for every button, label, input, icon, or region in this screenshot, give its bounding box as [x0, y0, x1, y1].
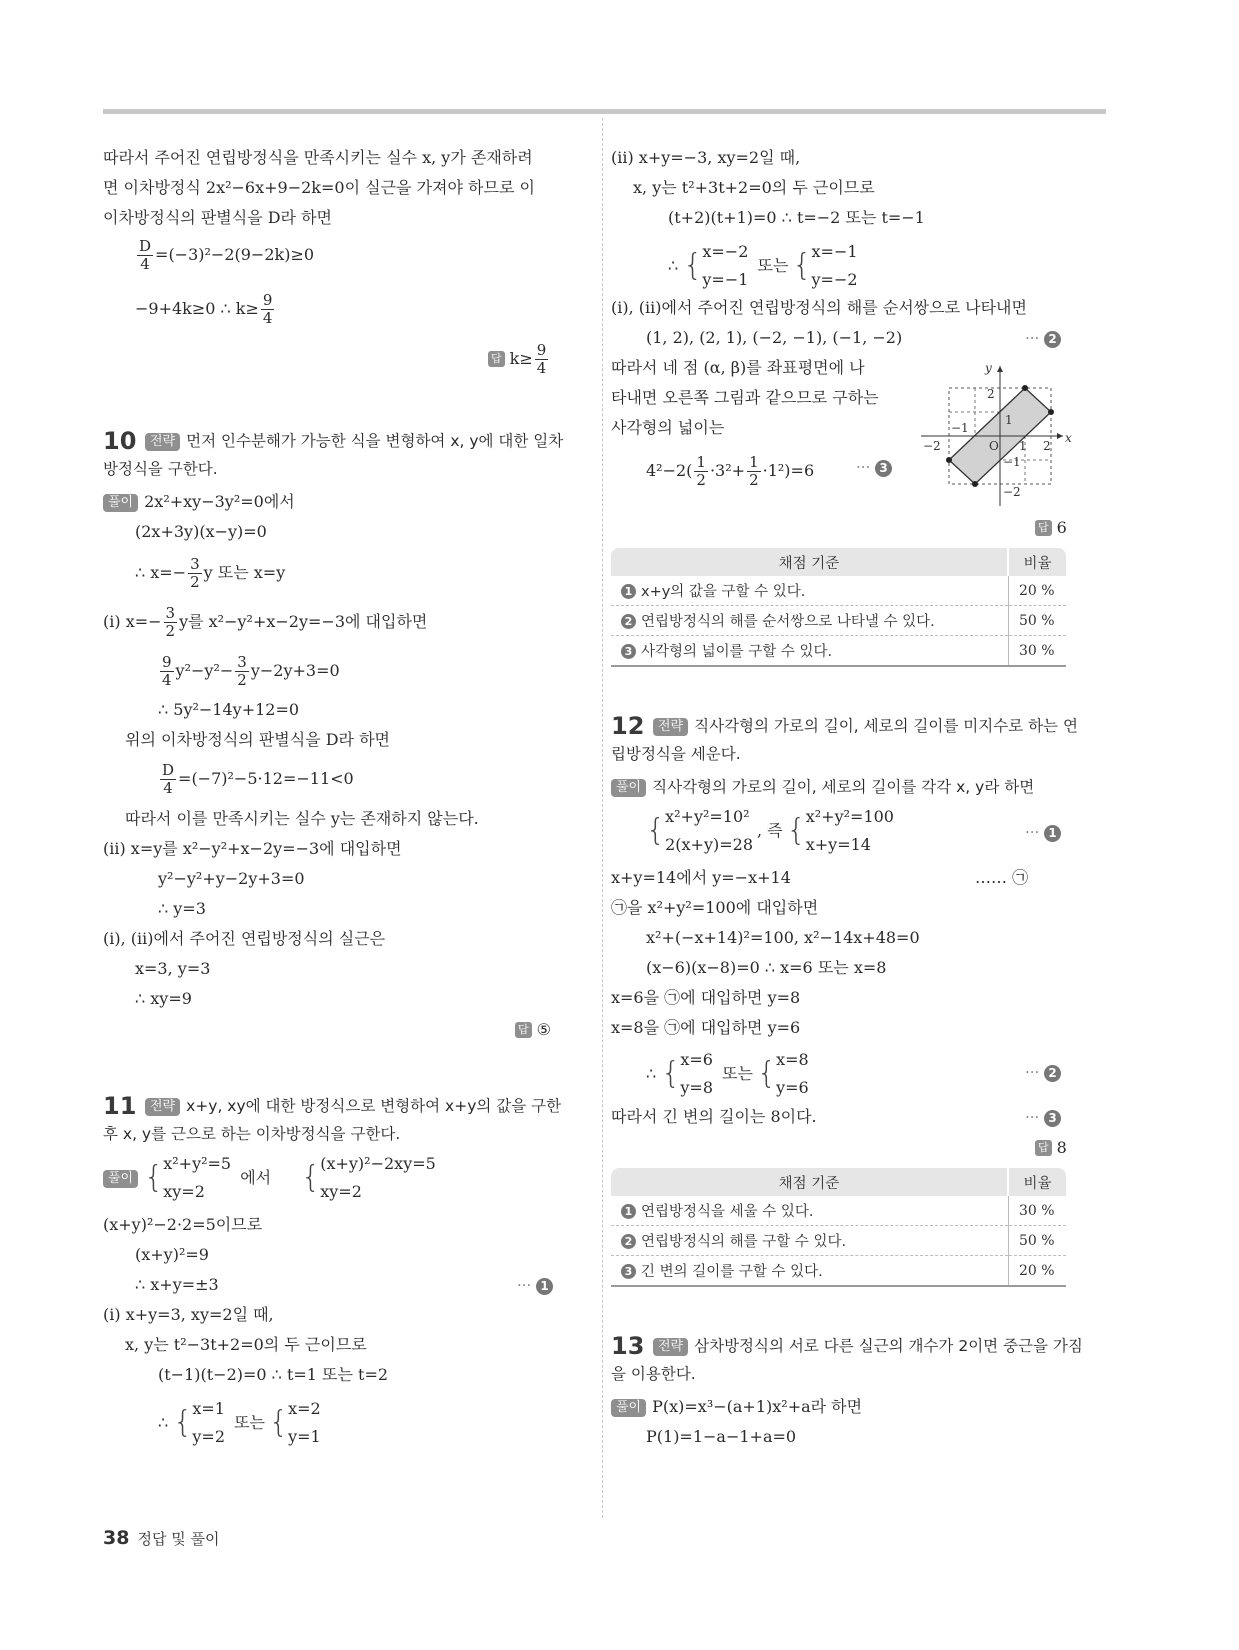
- coordinate-graph: [915, 358, 1070, 508]
- problem-10-number: 10: [103, 427, 137, 455]
- tick-y-2: 2: [987, 387, 995, 401]
- score-mark-3: ··· 3: [856, 458, 892, 477]
- x-axis-label: x: [1065, 431, 1072, 445]
- tick-x-neg1: −1: [951, 421, 969, 435]
- y-axis-label: y: [985, 361, 992, 375]
- table-row: 1 x+y의 값을 구할 수 있다. 20 %: [611, 576, 1066, 606]
- header-rate: 비율: [1008, 548, 1066, 576]
- tick-x-1: 1: [1019, 439, 1027, 453]
- p10-line-5: $\frac{9}{4}$ y²−y²− $\frac{3}{2}$ y−2y+3=0: [162, 653, 340, 689]
- scoring-table-11: [611, 548, 1066, 667]
- point-neg1-neg2: [972, 481, 978, 487]
- page-footer: [103, 1527, 219, 1549]
- p10-line-7: 위의 이차방정식의 판별식을 D라 하면: [125, 730, 391, 749]
- table-row: 3 긴 변의 길이를 구할 수 있다. 20 %: [611, 1256, 1066, 1287]
- p11-line-1: (x+y)²−2·2=5이므로: [103, 1215, 263, 1234]
- p12-line-4: (x−6)(x−8)=0 ∴ x=6 또는 x=8: [646, 958, 887, 977]
- answer-10: 답 ⑤: [515, 1020, 551, 1039]
- table-header: [611, 548, 1066, 576]
- p11c-pairs-intro: (ⅰ), (ⅱ)에서 주어진 연립방정식의 해를 순서쌍으로 나타내면: [611, 298, 1027, 317]
- p10-line-4: (ⅰ) x=− $\frac{3}{2}$ y를 x²−y²+x−2y=−3에 대입하면: [103, 604, 428, 640]
- p11c-line-1: (ⅱ) x+y=−3, xy=2일 때,: [611, 148, 801, 167]
- footer-title: 정답 및 풀이: [137, 1530, 220, 1548]
- problem-13-strategy-2: 을 이용한다.: [611, 1365, 696, 1383]
- p12-system: {x²+y²=10² 2(x+y)=28, 즉 {x²+y²=100 x+y=14: [646, 807, 894, 854]
- p12-solution-pairs: ∴ {x=6 y=8 또는 {x=8 y=6: [646, 1050, 809, 1097]
- point-2-1: [1048, 409, 1054, 415]
- p11-solution-pairs: ∴ {x=1 y=2 또는 {x=2 y=1: [158, 1399, 321, 1446]
- problem-12-strategy: 전략 직사각형의 가로의 길이, 세로의 길이를 미지수로 하는 연: [653, 716, 1078, 736]
- p10-line-15: ∴ xy=9: [135, 989, 192, 1008]
- p10-line-14: x=3, y=3: [135, 959, 211, 978]
- k-inequality: −9+4k≥0 ∴ k≥ $\frac{9}{4}$: [135, 291, 273, 327]
- header-criteria: 채점 기준: [611, 548, 1008, 576]
- tick-y-neg2: −2: [1003, 485, 1021, 499]
- scoring-table-12: [611, 1168, 1066, 1287]
- p10-line-8: $\frac{D}{4}$ =(−7)²−5·12=−11<0: [162, 761, 354, 797]
- intro-line-3: 이차방정식의 판별식을 D라 하면: [103, 208, 333, 227]
- p12-sol-1: 풀이 직사각형의 가로의 길이, 세로의 길이를 각각 x, y라 하면: [611, 777, 1034, 797]
- point-1-2: [1022, 385, 1028, 391]
- problem-11-strategy-2: 후 x, y를 근으로 하는 이차방정식을 구한다.: [103, 1125, 401, 1143]
- p10-line-12: ∴ y=3: [158, 899, 206, 918]
- page-number: 38: [103, 1527, 130, 1549]
- problem-13-number: 13: [611, 1332, 645, 1360]
- score-mark-p12-2: ··· 2: [1025, 1063, 1061, 1082]
- p11-line-4: (ⅰ) x+y=3, xy=2일 때,: [103, 1305, 274, 1324]
- p10-line-3: ∴ x=− $\frac{3}{2}$ y 또는 x=y: [135, 555, 286, 591]
- p12-line-1: x+y=14에서 y=−x+14: [611, 868, 791, 887]
- p11-system: 풀이 {x²+y²=5 xy=2 에서 {(x+y)²−2xy=5 xy=2: [103, 1150, 436, 1206]
- p12-conclusion: 따라서 긴 변의 길이는 8이다.: [611, 1107, 817, 1126]
- p13-sol-2: P(1)=1−a−1+a=0: [646, 1427, 797, 1446]
- p10-line-6: ∴ 5y²−14y+12=0: [158, 700, 300, 719]
- origin-label: O: [989, 439, 999, 453]
- p10-line-11: y²−y²+y−2y+3=0: [158, 869, 305, 888]
- score-mark-1: ··· 1: [517, 1276, 553, 1295]
- tick-y-neg1: −1: [1003, 455, 1021, 469]
- top-rule: [103, 109, 1106, 114]
- score-mark-2: ··· 2: [1025, 329, 1061, 348]
- score-mark-p12-1: ··· 1: [1025, 823, 1061, 842]
- header-rate: 비율: [1008, 1168, 1066, 1196]
- table-header: [611, 1168, 1066, 1196]
- p10-line-13: (ⅰ), (ⅱ)에서 주어진 연립방정식의 실근은: [103, 929, 386, 948]
- p10-line-10: (ⅱ) x=y를 x²−y²+x−2y=−3에 대입하면: [103, 839, 402, 858]
- intro-line-2: 면 이차방정식 2x²−6x+9−2k=0이 실근을 가져야 하므로 이: [103, 178, 535, 197]
- answer-12: 답 8: [1035, 1138, 1067, 1157]
- problem-12-strategy-2: 립방정식을 세운다.: [611, 745, 741, 763]
- p12-line-3: x²+(−x+14)²=100, x²−14x+48=0: [646, 928, 920, 947]
- p11c-area-2: 타내면 오른쪽 그림과 같으므로 구하는: [611, 388, 879, 407]
- p13-sol-1: 풀이 P(x)=x³−(a+1)x²+a라 하면: [611, 1397, 862, 1417]
- point-neg2-neg1: [946, 457, 952, 463]
- problem-12-number: 12: [611, 712, 645, 740]
- table-row: 3 사각형의 넓이를 구할 수 있다. 30 %: [611, 636, 1066, 667]
- tick-y-1: 1: [1005, 413, 1013, 427]
- p10-line-1: 풀이 2x²+xy−3y²=0에서: [103, 492, 295, 512]
- problem-10-strategy: 전략 먼저 인수분해가 가능한 식을 변형하여 x, y에 대한 일차: [145, 431, 563, 451]
- problem-13-strategy: 전략 삼차방정식의 서로 다른 실근의 개수가 2이면 중근을 가짐: [653, 1336, 1083, 1356]
- p10-line-2: (2x+3y)(x−y)=0: [135, 522, 267, 541]
- table-row: 1 연립방정식을 세울 수 있다. 30 %: [611, 1196, 1066, 1226]
- p11c-pairs: (1, 2), (2, 1), (−2, −1), (−1, −2): [646, 328, 903, 347]
- p11c-area-eq: 4²−2( $\frac{1}{2}$ ·3²+ $\frac{1}{2}$ ·1²)=6: [646, 453, 815, 489]
- p12-line-6: x=8을 ㉠에 대입하면 y=6: [611, 1018, 801, 1037]
- p11c-line-3: (t+2)(t+1)=0 ∴ t=−2 또는 t=−1: [668, 208, 925, 227]
- p11-line-6: (t−1)(t−2)=0 ∴ t=1 또는 t=2: [158, 1365, 389, 1384]
- p11c-area-3: 사각형의 넓이는: [611, 418, 725, 437]
- p11c-solution-pairs: ∴ {x=−2 y=−1 또는 {x=−1 y=−2: [668, 242, 858, 289]
- table-row: 2 연립방정식의 해를 순서쌍으로 나타낼 수 있다. 50 %: [611, 606, 1066, 636]
- problem-11-number: 11: [103, 1092, 137, 1120]
- p10-line-9: 따라서 이를 만족시키는 실수 y는 존재하지 않는다.: [125, 809, 479, 828]
- tick-x-2: 2: [1043, 439, 1051, 453]
- column-divider: [602, 118, 603, 1518]
- p11-line-2: (x+y)²=9: [135, 1245, 209, 1264]
- answer-11: 답 6: [1035, 518, 1067, 537]
- problem-10-strategy-2: 방정식을 구한다.: [103, 460, 218, 478]
- tick-x-neg2: −2: [923, 439, 941, 453]
- p11-line-3: ∴ x+y=±3: [135, 1275, 219, 1294]
- p11c-area-1: 따라서 네 점 (α, β)를 좌표평면에 나: [611, 358, 865, 377]
- p11c-line-2: x, y는 t²+3t+2=0의 두 근이므로: [633, 178, 875, 197]
- p12-line-5: x=6을 ㉠에 대입하면 y=8: [611, 988, 801, 1007]
- p11-line-5: x, y는 t²−3t+2=0의 두 근이므로: [125, 1335, 367, 1354]
- p12-label-giyeok: …… ㉠: [975, 868, 1029, 887]
- score-mark-p12-3: ··· 3: [1025, 1108, 1061, 1127]
- table-row: 2 연립방정식의 해를 구할 수 있다. 50 %: [611, 1226, 1066, 1256]
- header-criteria: 채점 기준: [611, 1168, 1008, 1196]
- p12-line-2: ㉠을 x²+y²=100에 대입하면: [611, 898, 819, 917]
- problem-11-strategy: 전략 x+y, xy에 대한 방정식으로 변형하여 x+y의 값을 구한: [145, 1096, 561, 1116]
- intro-line-1: 따라서 주어진 연립방정식을 만족시키는 실수 x, y가 존재하려: [103, 148, 533, 167]
- discriminant-eq: $\frac{D}{4}$ =(−3)²−2(9−2k)≥0: [139, 237, 315, 273]
- answer-9: 답 k≥ $\frac{9}{4}$: [488, 342, 550, 377]
